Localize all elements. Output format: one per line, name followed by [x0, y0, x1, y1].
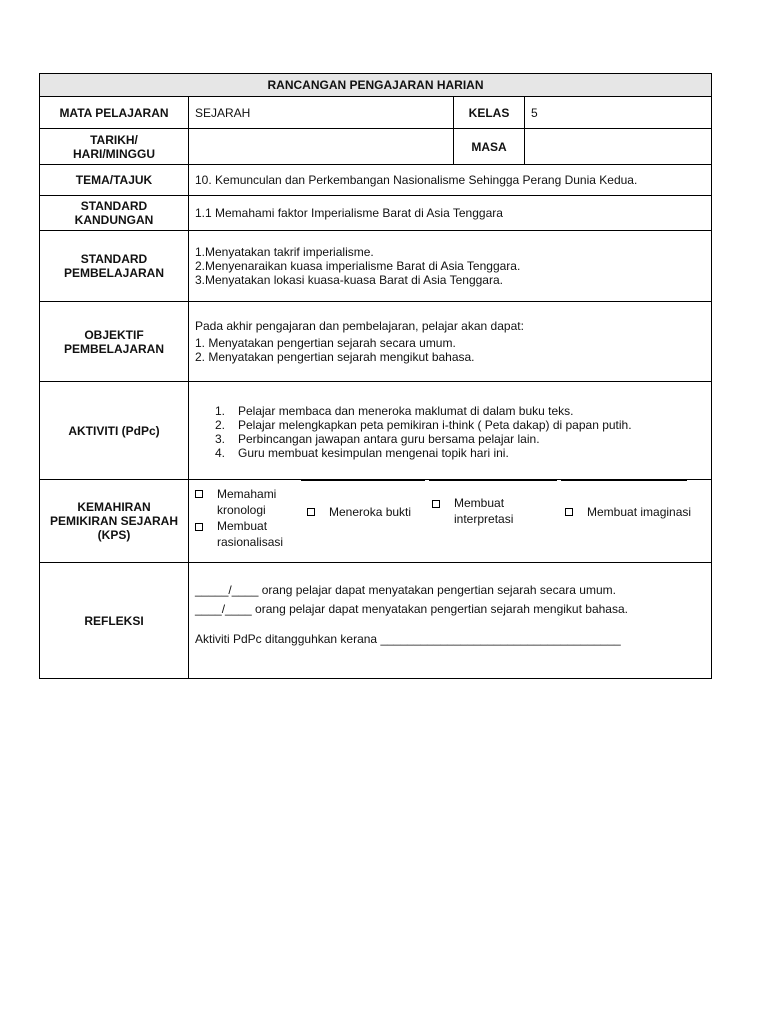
label-kemahiran-line1: KEMAHIRAN [77, 500, 151, 514]
checkbox-meneroka-bukti[interactable] [307, 508, 315, 516]
label-tema: TEMA/TAJUK [40, 165, 189, 196]
value-standard-kandungan [189, 196, 712, 231]
aktiviti-text: Pelajar melengkapkan peta pemikiran i-think ( Peta dakap) di papan putih. [238, 418, 632, 432]
kps-memahami-kronologi [217, 486, 276, 518]
label-standard-kandungan [40, 196, 189, 231]
label-tarikh-line1: TARIKH/ [90, 132, 138, 147]
refleksi-ditangguhkan: Aktiviti PdPc ditangguhkan kerana ____________________________________ [195, 632, 621, 646]
aktiviti-text: Pelajar membaca dan meneroka maklumat di dalam buku teks. [238, 404, 574, 418]
value-aktiviti [189, 382, 712, 480]
label-kemahiran [40, 480, 189, 563]
kps-options [189, 480, 711, 561]
standard-kandungan-text: 1.1 Memahami faktor Imperialisme Barat di Asia Tenggara [195, 206, 503, 220]
label-kemahiran-line2: PEMIKIRAN SEJARAH [49, 514, 178, 528]
page-title: RANCANGAN PENGAJARAN HARIAN [40, 74, 712, 97]
value-standard-pembelajaran [189, 231, 712, 302]
aktiviti-item [215, 404, 705, 418]
value-refleksi [189, 563, 712, 679]
kps-separator [429, 480, 557, 481]
kps-meneroka-bukti: Meneroka bukti [329, 505, 412, 519]
kps-memahami-line1: Memahami [217, 487, 277, 501]
objektif-item: 1. Menyatakan pengertian sejarah secara umum. [195, 336, 456, 350]
label-objektif [40, 302, 189, 382]
aktiviti-text: Guru membuat kesimpulan mengenai topik hari ini. [238, 446, 509, 460]
aktiviti-num: 1. [215, 404, 226, 418]
aktiviti-item [215, 432, 705, 446]
checkbox-membuat-interpretasi[interactable] [432, 500, 440, 508]
objektif-intro: Pada akhir pengajaran dan pembelajaran, pelajar akan dapat: [195, 319, 524, 333]
tema-text: 10. Kemunculan dan Perkembangan Nasionalisme Sehingga Perang Dunia Kedua. [195, 173, 638, 187]
value-objektif [189, 302, 712, 382]
kps-membuat-interpretasi [454, 495, 513, 527]
standard-pembelajaran-item: 3.Menyatakan lokasi kuasa-kuasa Barat di Asia Tenggara. [195, 273, 503, 287]
kps-interpretasi-line1: Membuat [454, 496, 505, 510]
label-standard-pembelajaran-line1: STANDARD [80, 252, 148, 266]
standard-pembelajaran-item: 2.Menyenaraikan kuasa imperialisme Barat di Asia Tenggara. [195, 259, 521, 273]
aktiviti-item [215, 446, 705, 460]
label-tarikh-line2: HARI/MINGGU [73, 146, 155, 161]
standard-pembelajaran-item: 1.Menyatakan takrif imperialisme. [195, 245, 374, 259]
aktiviti-num: 3. [215, 432, 226, 446]
label-standard-pembelajaran [40, 231, 189, 302]
label-standard-kandungan-line2: KANDUNGAN [74, 213, 154, 227]
kps-membuat-imaginasi: Membuat imaginasi [587, 505, 692, 519]
aktiviti-num: 4. [215, 446, 226, 460]
label-tarikh [40, 129, 189, 165]
aktiviti-item [215, 418, 705, 432]
value-tema [189, 165, 712, 196]
aktiviti-list [195, 404, 705, 460]
label-objektif-line2: PEMBELAJARAN [63, 341, 164, 356]
aktiviti-text: Perbincangan jawapan antara guru bersama pelajar lain. [238, 432, 540, 446]
label-kemahiran-line3: (KPS) [97, 528, 131, 542]
value-masa [525, 129, 712, 165]
label-standard-pembelajaran-line2: PEMBELAJARAN [63, 266, 164, 280]
label-refleksi: REFLEKSI [40, 563, 189, 679]
refleksi-line: ____/____ orang pelajar dapat menyatakan pengertian sejarah mengikut bahasa. [195, 602, 628, 616]
kps-rasional-line1: Membuat [217, 519, 268, 533]
label-objektif-line1: OBJEKTIF [84, 327, 144, 342]
rph-table [39, 73, 712, 679]
label-aktiviti: AKTIVITI (PdPc) [40, 382, 189, 480]
value-mata-pelajaran: SEJARAH [189, 97, 454, 129]
label-standard-kandungan-line1: STANDARD [80, 199, 148, 213]
kps-membuat-rasionalisasi [217, 518, 283, 550]
kps-interpretasi-line2: interpretasi [454, 512, 514, 526]
value-kemahiran [189, 480, 712, 563]
value-tarikh [189, 129, 454, 165]
refleksi-line: _____/____ orang pelajar dapat menyatakan pengertian sejarah secara umum. [195, 583, 616, 597]
label-mata-pelajaran: MATA PELAJARAN [40, 97, 189, 129]
label-masa: MASA [454, 129, 525, 165]
checkbox-membuat-imaginasi[interactable] [565, 508, 573, 516]
objektif-item: 2. Menyatakan pengertian sejarah mengikut bahasa. [195, 350, 475, 364]
checkbox-memahami-kronologi[interactable] [195, 490, 203, 498]
kps-rasional-line2: rasionalisasi [217, 535, 284, 549]
kps-memahami-line2: kronologi [217, 503, 266, 517]
kps-separator [561, 480, 687, 481]
checkbox-membuat-rasionalisasi[interactable] [195, 523, 203, 531]
label-kelas: KELAS [454, 97, 525, 129]
kps-separator [301, 480, 425, 481]
value-kelas: 5 [525, 97, 712, 129]
aktiviti-num: 2. [215, 418, 226, 432]
